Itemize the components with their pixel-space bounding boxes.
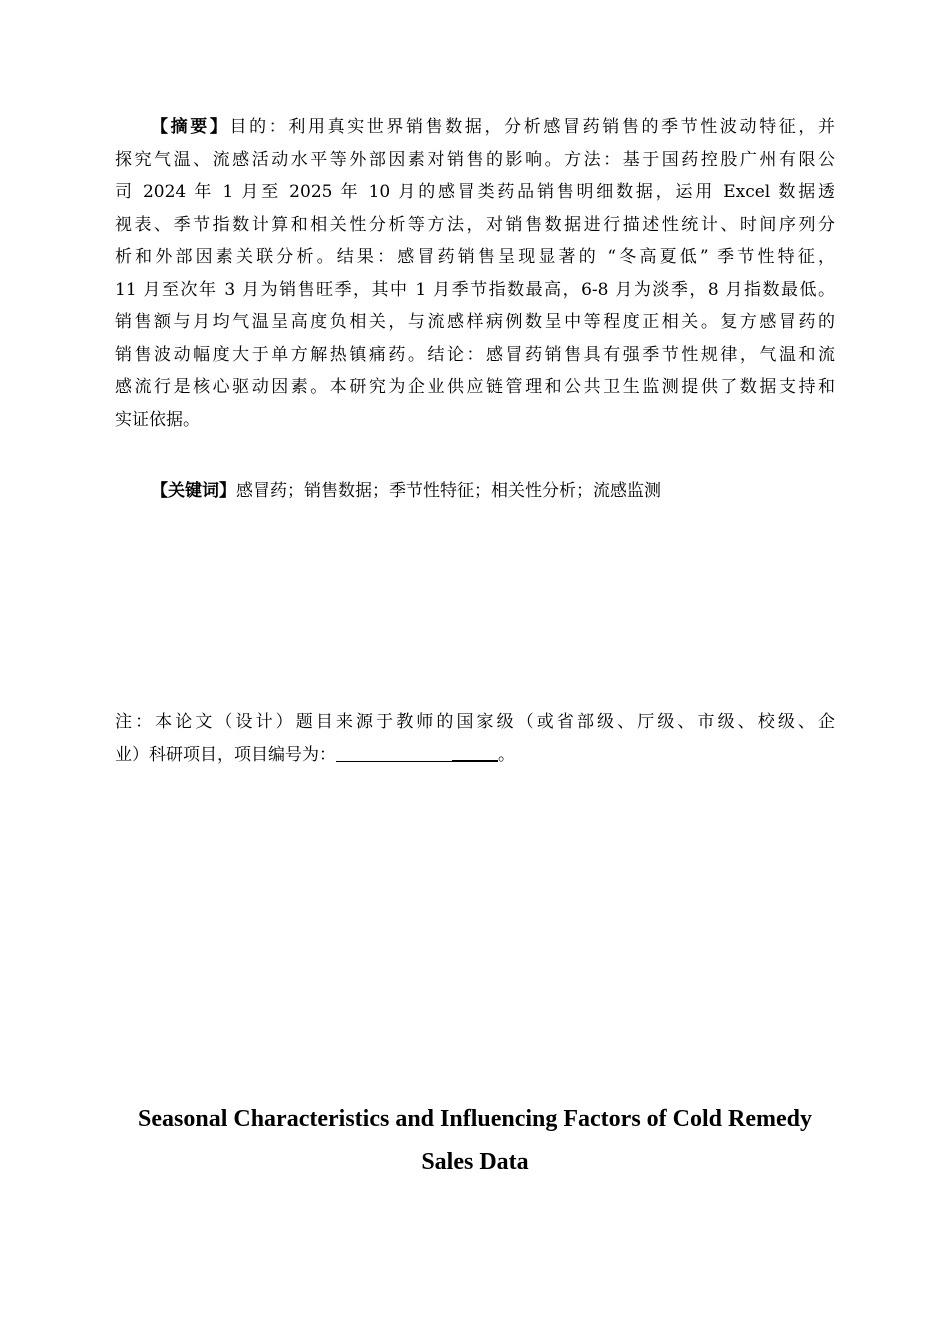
blank-underline-segment xyxy=(452,760,498,762)
funding-note xyxy=(115,706,835,771)
abstract-line-5: 析和外部因素关联分析。结果：感冒药销售呈现显著的 “冬高夏低” 季节性特征， xyxy=(115,247,835,267)
note-line-2 xyxy=(115,739,835,772)
abstract-section xyxy=(115,111,835,436)
english-title-line-1: Seasonal Characteristics and Influencing Factors of Cold Remedy xyxy=(138,1106,812,1132)
note-line-2-suffix: 。 xyxy=(498,744,515,765)
abstract-line-10: 实证依据。 xyxy=(115,409,200,430)
note-line-1: 注：本论文（设计）题目来源于教师的国家级（或省部级、厅级、市级、校级、企 xyxy=(115,712,835,732)
abstract-line-3: 司 2024 年 1 月至 2025 年 10 月的感冒类药品销售明细数据，运用 Excel 数据透 xyxy=(115,182,835,202)
abstract-line-1 xyxy=(115,111,835,144)
keywords-label: 【关键词】 xyxy=(151,481,236,501)
abstract-line-8: 销售波动幅度大于单方解热镇痛药。结论：感冒药销售具有强季节性规律，气温和流 xyxy=(115,344,835,365)
abstract-text-1: 目的：利用真实世界销售数据，分析感冒药销售的季节性波动特征，并 xyxy=(229,117,836,137)
english-title-line-2: Sales Data xyxy=(421,1149,529,1175)
abstract-label: 【摘要】 xyxy=(151,117,230,137)
english-title xyxy=(60,1098,890,1184)
keywords-line xyxy=(115,475,835,508)
keywords-text: 感冒药；销售数据；季节性特征；相关性分析；流感监测 xyxy=(236,481,661,501)
keywords-section xyxy=(115,475,835,508)
abstract-line-9: 感流行是核心驱动因素。本研究为企业供应链管理和公共卫生监测提供了数据支持和 xyxy=(115,377,835,397)
note-line-2-prefix: 业）科研项目，项目编号为： xyxy=(115,744,336,765)
abstract-line-2: 探究气温、流感活动水平等外部因素对销售的影响。方法：基于国药控股广州有限公 xyxy=(115,149,835,170)
abstract-line-7: 销售额与月均气温呈高度负相关，与流感样病例数呈中等程度正相关。复方感冒药的 xyxy=(115,312,835,332)
project-number-blank xyxy=(336,745,498,762)
abstract-line-6: 11 月至次年 3 月为销售旺季，其中 1 月季节指数最高，6-8 月为淡季，8 月指数最低。 xyxy=(115,279,835,300)
abstract-line-4: 视表、季节指数计算和相关性分析等方法，对销售数据进行描述性统计、时间序列分 xyxy=(115,214,835,235)
